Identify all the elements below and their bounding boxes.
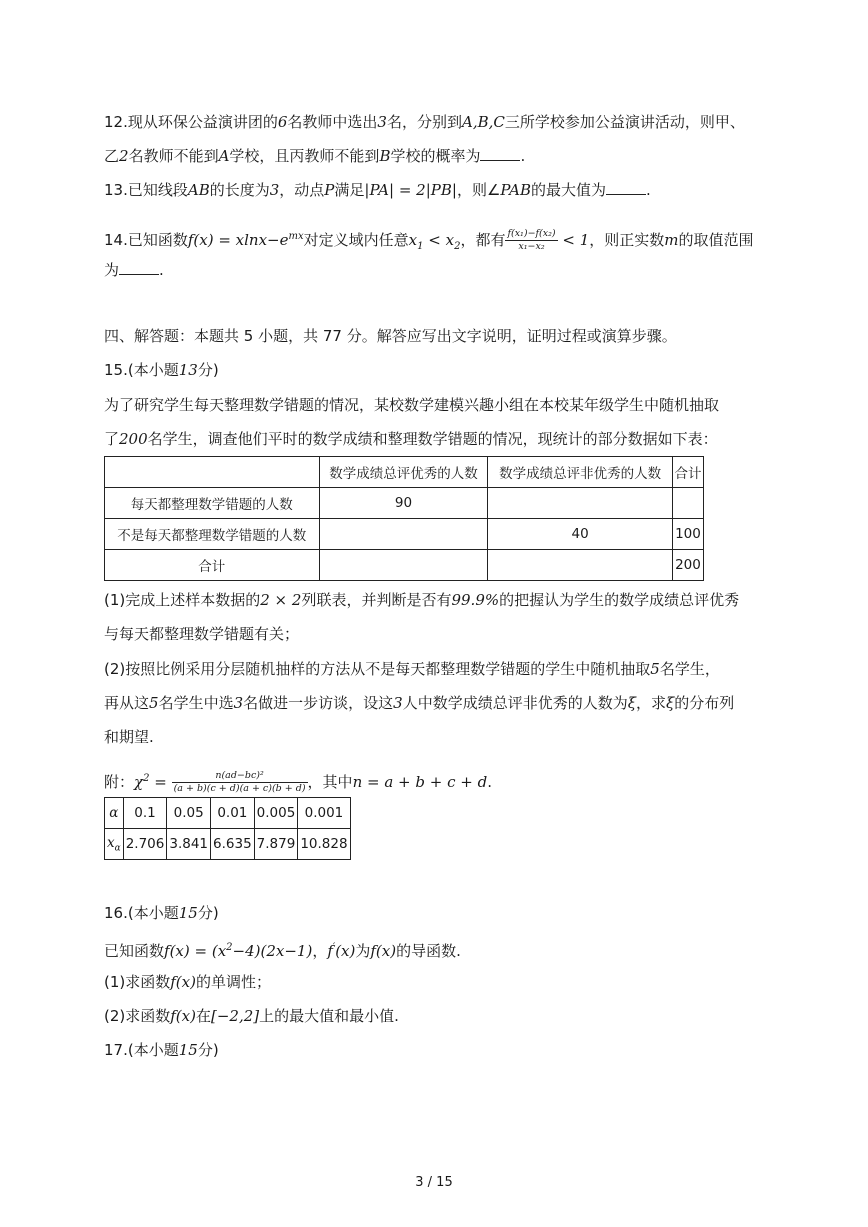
math: AB (187, 181, 210, 199)
table-cell: 0.01 (211, 798, 255, 829)
text: . (645, 181, 651, 199)
table-row (105, 519, 704, 550)
math: 3 (377, 113, 387, 131)
text: 的长度为 (209, 181, 270, 199)
math: x (107, 834, 115, 851)
math: 15 (178, 1041, 198, 1059)
math: 15 (178, 904, 198, 922)
math: 200 (119, 430, 148, 448)
math: = (149, 773, 172, 791)
table-cell: 0.001 (298, 798, 350, 829)
text: 在 (195, 1007, 211, 1025)
math: f(x) (170, 1007, 196, 1025)
section-heading: 四、解答题：本题共 5 小题，共 77 分。解答应写出文字说明，证明过程或演算步骤。 (104, 327, 677, 345)
q16-header (104, 903, 219, 923)
text: 名学生， (659, 660, 720, 678)
text: 名，分别到 (386, 113, 462, 131)
text: ，则正实数 (589, 231, 665, 249)
math-sub: α (114, 843, 121, 854)
math-sup: mx (288, 231, 304, 242)
table-cell: 每天都整理数学错题的人数 (105, 488, 320, 519)
critical-value-table (104, 797, 351, 860)
text: 附： (104, 773, 135, 791)
contingency-table (104, 456, 704, 581)
text: . (159, 261, 164, 279)
table-cell: 100 (672, 519, 703, 550)
math: x (408, 231, 418, 249)
q15-header (104, 360, 219, 380)
text: 为 (355, 942, 371, 960)
math: (x) (335, 942, 356, 960)
math-sub: 1 (417, 241, 424, 252)
text: 的把握认为学生的数学成绩总评优秀 (499, 591, 740, 609)
q15-para2 (104, 429, 718, 449)
text: 的导函数. (396, 942, 461, 960)
q15-sub1b: 与每天都整理数学错题有关； (104, 625, 300, 643)
q15-sub2 (104, 659, 720, 679)
text: ， (312, 942, 328, 960)
text: 16.(本小题 (104, 904, 179, 922)
math: 3 (233, 694, 244, 712)
fraction-numerator: n(ad−bc)² (172, 770, 308, 783)
math-sup: 2 (143, 773, 150, 784)
q12-line1 (104, 112, 745, 132)
table-cell (488, 488, 673, 519)
math: 13 (178, 361, 198, 379)
table-cell (105, 457, 320, 488)
table-cell: α (105, 798, 124, 829)
table-cell: 0.1 (123, 798, 167, 829)
math: 5 (650, 660, 660, 678)
q13-line (104, 180, 651, 200)
table-cell: 90 (319, 488, 488, 519)
answer-blank (119, 260, 159, 275)
math: A (218, 147, 230, 165)
q17-header (104, 1040, 219, 1060)
table-cell: 合计 (105, 550, 320, 581)
q14-line1 (104, 222, 754, 262)
text: . (487, 773, 492, 791)
table-cell: 3.841 (167, 829, 211, 860)
table-cell: 合计 (672, 457, 703, 488)
math: f(x) = xlnx−e (187, 231, 289, 249)
table-cell (672, 488, 703, 519)
table-cell: 不是每天都整理数学错题的人数 (105, 519, 320, 550)
math: ξ (627, 694, 636, 712)
math: n = a + b + c + d (352, 773, 488, 791)
q16-sub2 (104, 1006, 399, 1026)
text: 三所学校参加公益演讲活动，则甲、 (504, 113, 745, 131)
table-cell: 0.005 (254, 798, 298, 829)
math: ξ (665, 694, 675, 712)
text: 13.已知线段 (104, 181, 188, 199)
table-cell: 200 (672, 550, 703, 581)
text: 名做进一步访谈，设这 (243, 694, 394, 712)
math: PAB (500, 181, 531, 199)
text: ，动点 (279, 181, 325, 199)
math: m (664, 231, 679, 249)
q12-line2 (104, 146, 525, 166)
text: ，求 (635, 694, 666, 712)
math: −4)(2x−1) (232, 942, 313, 960)
table-cell (488, 550, 673, 581)
q15-sub2b (104, 693, 734, 713)
text: (2)求函数 (104, 1007, 171, 1025)
math: 3 (393, 694, 403, 712)
text: 的最大值为 (530, 181, 606, 199)
table-cell: 2.706 (123, 829, 167, 860)
fraction-denominator: x₁−x₂ (518, 241, 545, 252)
math: A,B,C (461, 113, 505, 131)
fraction-numerator: f(x₁)−f(x₂) (507, 228, 556, 239)
math-sup: ′ (332, 942, 336, 953)
math: f(x) = (x (164, 942, 227, 960)
text: 的分布列 (674, 694, 735, 712)
text: 名学生，调查他们平时的数学成绩和整理数学错题的情况，现统计的部分数据如下表： (147, 430, 718, 448)
text: 乙 (104, 147, 120, 165)
text: 了 (104, 430, 120, 448)
text: 17.(本小题 (104, 1041, 179, 1059)
math: 2 × 2 (260, 591, 302, 609)
text: 上的最大值和最小值. (259, 1007, 399, 1025)
table-row (105, 550, 704, 581)
text: 学校，且丙教师不能到 (229, 147, 380, 165)
math: 99.9% (451, 591, 500, 609)
math: 3 (269, 181, 280, 199)
text: 12.现从环保公益演讲团的 (104, 113, 278, 131)
fraction (505, 228, 557, 253)
q16-sub1 (104, 972, 271, 992)
text: 15.(本小题 (104, 361, 179, 379)
q15-formula (104, 764, 492, 797)
text: 分) (197, 1041, 219, 1059)
math: < x (423, 231, 455, 249)
math: χ (134, 773, 144, 791)
math: f(x) (170, 973, 196, 991)
table-cell (319, 550, 488, 581)
math: 2 (119, 147, 129, 165)
text: 名教师不能到 (128, 147, 219, 165)
math: P (324, 181, 335, 199)
page-number: 3 / 15 (415, 1175, 453, 1190)
math-sup: 2 (226, 942, 233, 953)
text: 的单调性； (195, 973, 271, 991)
text: 人中数学成绩总评非优秀的人数为 (402, 694, 628, 712)
math: < 1 (557, 231, 590, 249)
text: 学校的概率为 (390, 147, 481, 165)
table-row (105, 829, 351, 860)
table-cell: 40 (488, 519, 673, 550)
text: 分) (197, 361, 219, 379)
table-row (105, 488, 704, 519)
table-cell: 数学成绩总评非优秀的人数 (488, 457, 673, 488)
text: 再从这 (104, 694, 150, 712)
text: 对定义域内任意 (303, 231, 409, 249)
table-row (105, 798, 351, 829)
text: 已知函数 (104, 942, 165, 960)
table-cell: 数学成绩总评优秀的人数 (319, 457, 488, 488)
table-cell: 10.828 (298, 829, 350, 860)
math: f (327, 942, 333, 960)
text: 满足 (334, 181, 365, 199)
answer-blank (480, 146, 520, 161)
table-cell (319, 519, 488, 550)
q15-para1: 为了研究学生每天整理数学错题的情况，某校数学建模兴趣小组在本校某年级学生中随机抽取 (104, 396, 720, 414)
fraction (172, 770, 308, 795)
text: 的取值范围 (678, 231, 754, 249)
q15-sub2c: 和期望. (104, 728, 154, 746)
text: 列联表，并判断是否有 (301, 591, 452, 609)
text: 名教师中选出 (287, 113, 378, 131)
text: ，都有 (460, 231, 506, 249)
table-cell: 6.635 (211, 829, 255, 860)
text: (1)求函数 (104, 973, 171, 991)
table-cell (105, 829, 124, 860)
text: 为 (104, 261, 120, 279)
q15-sub1 (104, 590, 739, 610)
text: (2)按照比例采用分层随机抽样的方法从不是每天都整理数学错题的学生中随机抽取 (104, 660, 651, 678)
text: 14.已知函数 (104, 231, 188, 249)
math: |PA| = 2|PB| (364, 181, 457, 199)
text: 分) (197, 904, 219, 922)
answer-blank (606, 180, 646, 195)
text: ，其中 (307, 773, 353, 791)
table-cell: 0.05 (167, 798, 211, 829)
text: ，则∠ (456, 181, 501, 199)
q14-line2 (104, 260, 164, 280)
math: 5 (149, 694, 159, 712)
text: (1)完成上述样本数据的 (104, 591, 261, 609)
math: [−2,2] (210, 1007, 260, 1025)
text: . (520, 147, 526, 165)
math: 6 (277, 113, 288, 131)
text: 名学生中选 (158, 694, 234, 712)
table-cell: 7.879 (254, 829, 298, 860)
q16-stem (104, 938, 461, 961)
math: f(x) (370, 942, 397, 960)
fraction-denominator: (a + b)(c + d)(a + c)(b + d) (173, 783, 306, 794)
table-header-row (105, 457, 704, 488)
math: B (379, 147, 391, 165)
math-sub: 2 (454, 241, 461, 252)
